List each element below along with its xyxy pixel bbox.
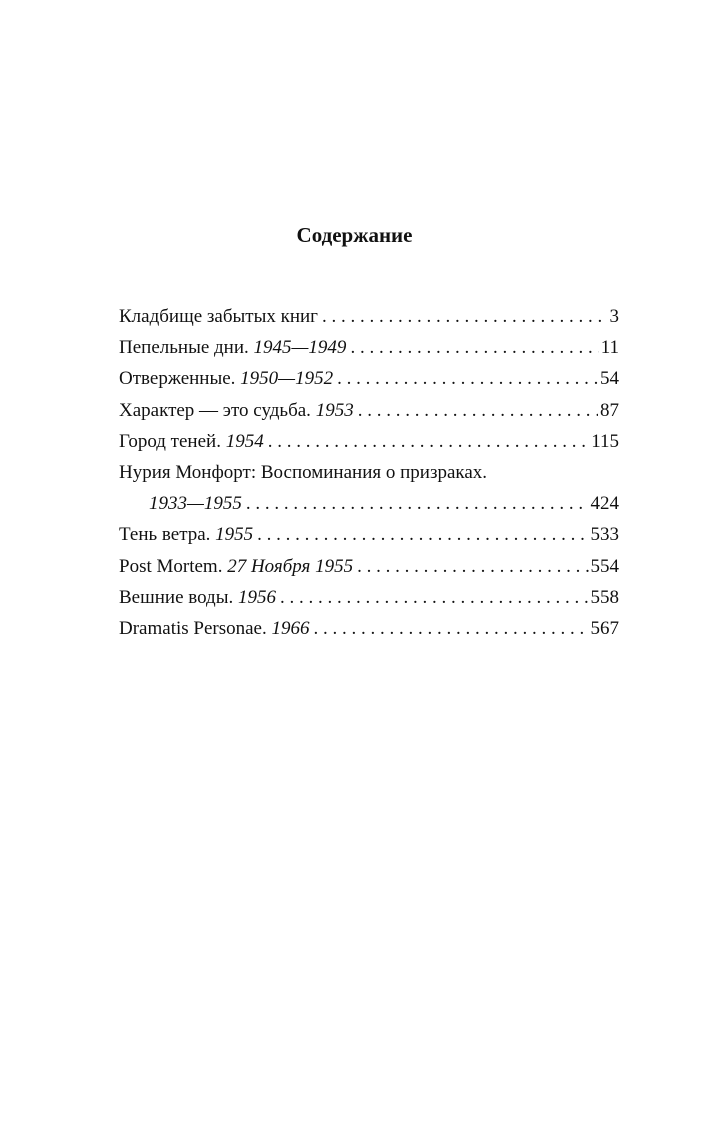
toc-entry-page: 533: [590, 524, 619, 546]
toc-entry-title: Кладбище забытых книг: [119, 306, 318, 327]
toc-entry-title: Отверженные.: [119, 368, 236, 390]
toc-entry[interactable]: [119, 301, 619, 332]
dot-leader: [280, 582, 589, 613]
toc-entry-title: Пепельные дни.: [119, 337, 249, 359]
toc-entry-date: 1966: [271, 617, 310, 639]
toc-entry-title: Город теней.: [119, 430, 221, 452]
dot-leader: [358, 395, 598, 426]
dot-leader: [357, 551, 588, 582]
dot-leader: [246, 488, 589, 519]
toc-entry-date: 1953: [315, 399, 354, 421]
toc-entry-page: 558: [590, 586, 619, 608]
toc-entry-page: 54: [600, 368, 619, 390]
dot-leader: [337, 363, 598, 394]
toc-entry-title: Вешние воды.: [119, 586, 234, 608]
toc-entry-page: 554: [590, 555, 619, 577]
toc-entry[interactable]: [119, 582, 619, 613]
toc-entry-title: Post Mortem.: [119, 555, 223, 577]
toc-entry-title: Dramatis Personae.: [119, 617, 267, 639]
toc-entry[interactable]: [119, 613, 619, 644]
toc-entry-page: 115: [591, 430, 619, 452]
toc-entry-page: 424: [590, 493, 619, 515]
dot-leader: [257, 519, 588, 550]
toc-entry-title: Характер — это судьба.: [119, 399, 311, 421]
toc-entry-date: 1945—1949: [253, 337, 347, 359]
toc-entry-page: 567: [590, 617, 619, 639]
toc-entry-title: Нурия Монфорт: Воспоминания о призраках.: [119, 461, 488, 483]
toc-entry-date: 27 Ноября 1955: [227, 555, 354, 577]
toc-entry-page: 87: [600, 399, 619, 421]
toc-entry-page: 11: [600, 337, 619, 359]
toc-entry[interactable]: [119, 426, 619, 457]
dot-leader: [322, 301, 608, 332]
page-title: Содержание: [296, 223, 413, 247]
toc-entry-page: 3: [609, 306, 619, 327]
toc-entry-date: 1950—1952: [240, 368, 334, 390]
dot-leader: [313, 613, 588, 644]
toc-entry-date: 1933—1955: [149, 493, 242, 515]
toc-entry-title: Тень ветра.: [119, 524, 211, 546]
toc-entry-date: 1955: [215, 524, 254, 546]
toc-entry[interactable]: [119, 395, 619, 426]
toc-entry[interactable]: [119, 332, 619, 363]
toc-entry-date: 1954: [225, 430, 264, 452]
toc-entry[interactable]: [119, 363, 619, 394]
table-of-contents: [119, 301, 619, 644]
toc-entry-date: 1956: [237, 586, 276, 608]
toc-entry[interactable]: [119, 519, 619, 550]
dot-leader: [268, 426, 590, 457]
toc-entry-title-line[interactable]: [119, 457, 619, 488]
toc-entry-continuation[interactable]: [119, 488, 619, 519]
dot-leader: [350, 332, 598, 363]
toc-entry[interactable]: [119, 551, 619, 582]
